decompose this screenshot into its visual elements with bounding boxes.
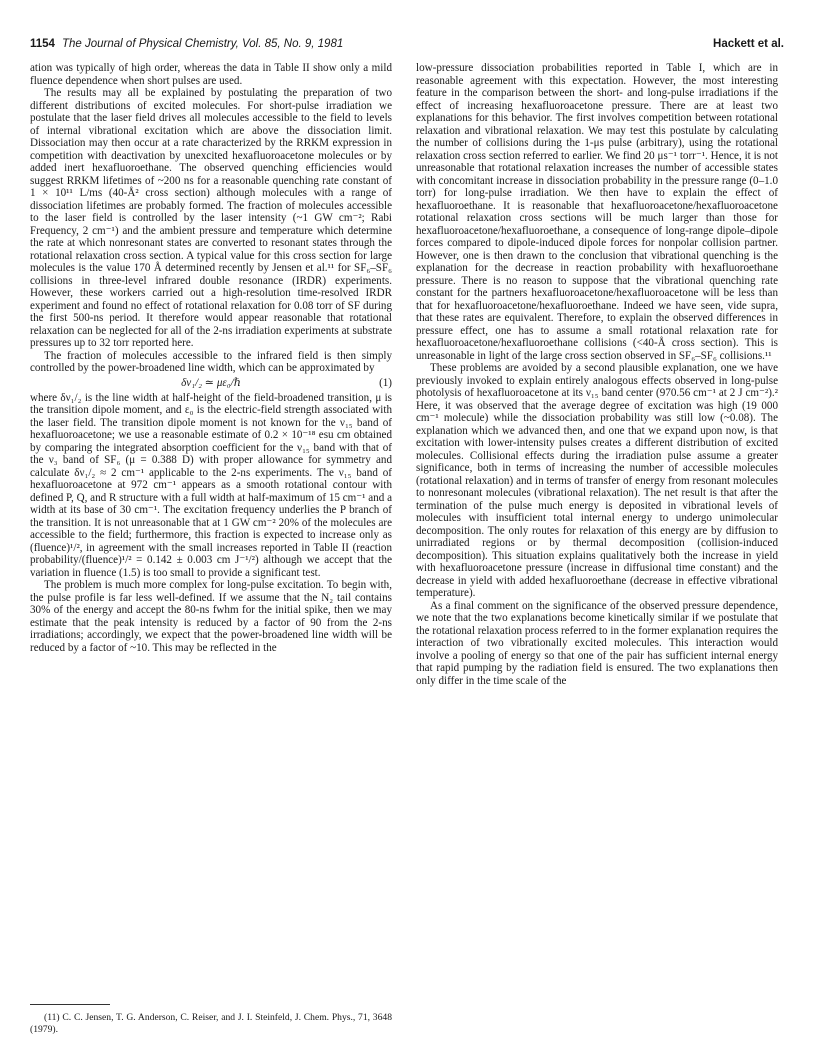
footnote	[30, 1012, 392, 1035]
paragraph: low-pressure dissociation probabilities reported in Table I, which are in reasonable agreement with this expectation. However, the most interesting feature in the comparison between the short- and long-pulse irradiations if the effect of increasing hexafluoroacetone pressure. There are at least two explanations for this behavior. The first involves competition between rotational relaxation and vibrational relaxation. We may test this postulate by calculating the number of collisions during the 1-μs pulse (arbitrary), using the rotational relaxation cross section referred to earlier. We find 20 μs⁻¹ torr⁻¹. Hence, it is not unreasonable that rotational relaxation increases the number of accessible states with concomitant increase in dissociation probability in the pressure range (0–1.0 torr) for long-pulse irradiation. We then have to explain the effect of hexafluoroethane. It is reasonable that hexafluoroacetone/hexafluoroacetone rotational relaxation cross sections will be much larger than those for hexafluoroacetone/hexafluoroethane, a consequence of long-range dipole–dipole forces compared to dipole-induced dipole forces for nonpolar collision partner. However, one is then drawn to the conclusion that vibrational quenching is the explanation for the decrease in reaction probability with hexafluoroethane pressure. There is no reason to suppose that the vibrational quenching rate constant for the partners hexafluoroacetone/hexafluoroacetone will be less than that for hexafluoroacetone/hexafluoroethane. Indeed we have seen, vide supra, that these rates are equivalent. Therefore, to explain the observed differences in pressure effect, one has to assume a small rotational relaxation rate for hexafluoroacetone/hexafluoroethane collisions (<40-Å cross section). This is unreasonable in light of the large cross section observed in SF₆–SF₆ collisions.¹¹	[416, 62, 778, 362]
paragraph: These problems are avoided by a second plausible explanation, one we have previously invoked to explain entirely analogous effects observed in long-pulse photolysis of hexafluoroacetone at its ν₁₅ band center (970.56 cm⁻¹ at 2 J cm⁻²).² Here, it was observed that the average degree of excitation was high (19 000 cm⁻¹ molecule) while the dissociation probability was still low (~0.08). The explanation which we advanced then, and one that we expand upon now, is that excitation with lower-intensity pulses creates a different distribution of excited molecules. Collisional effects during the irradiation pulse assume a greater significance, both in terms of increasing the number of accessible molecules (rotational relaxation) and in terms of transfer of energy from resonant molecules to nonresonant molecules (vibrational relaxation). The net result is that after the termination of the pulse much energy is deposited in vibrational levels of molecules with insufficient total internal energy to undergo unimolecular decomposition. The only routes for relaxation of this energy are by diffusion to unirradiated regions or by thermal decomposition (collision-induced decomposition). This situation explains qualitatively both the increase in yield with hexafluoroacetone pressure (increase in diffusional time constant) and the decrease in yield with added hexafluoroethane (decrease in effective vibrational temperature).	[416, 362, 778, 599]
footnote-divider	[30, 1004, 110, 1005]
paragraph: where δν₁/₂ is the line width at half-height of the field-broadened transition, μ is the transition dipole moment, and ε₀ is the electric-field strength associated with the laser field. The transition dipole moment is not known for the ν₁₅ band of hexafluoroacetone; we use a reasonable estimate of 0.2 × 10⁻¹⁸ esu cm obtained by comparing the integrated absorption coefficient for the ν₁₅ band with that of the ν₃ band of SF₆ (μ = 0.388 D) with proper allowance for symmetry and calculate δν₁/₂ ≈ 2 cm⁻¹ applicable to the 2-ns experiments. The ν₁₅ band of hexafluoroacetone at 972 cm⁻¹ appears as a smooth rotational contour with defined P, Q, and R structure with a full width at half-maximum of 15 cm⁻¹ and a width at its base of 30 cm⁻¹. The excitation frequency underlies the P branch of the transition. It is not unreasonable that at 1 GW cm⁻² 20% of the molecules are accessible to the field; furthermore, this fraction is expected to increase only as (fluence)¹/², in agreement with the small increases reported in Table II (reaction probability/(fluence)¹/² = 0.142 ± 0.003 cm J⁻¹/²) although we accept that the variation in fluence (1.5) is too small to provide a significant test.	[30, 391, 392, 579]
equation-number: (1)	[379, 376, 392, 389]
paragraph: The fraction of molecules accessible to the infrared field is then simply controlled by the power-broadened line width, which can be approximated by	[30, 349, 392, 374]
equation-text: δν₁/₂ ≃ με₀/ℏ	[181, 376, 241, 389]
running-author: Hackett et al.	[713, 38, 784, 50]
paragraph: The results may all be explained by postulating the preparation of two different distributions of excited molecules. For short-pulse irradiation we postulate that the laser field drives all molecules accessible to the field to levels of internal vibrational excitation which are above the dissociation limit. Dissociation may then occur at a rate characterized by the RRKM expression in competition with deactivation by unexcited hexafluoroacetone molecules or by added inert hexafluoroethane. The observed quenching efficiencies would suggest RRKM lifetimes of ~200 ns for a reasonable quenching rate constant of 1 × 10¹¹ L/ms (40-Å² cross section) although molecules with a range of dissociation lifetimes are probably formed. The fraction of molecules accessible to the laser field is controlled by the laser intensity (~1 GW cm⁻²; Rabi Frequency, 2 cm⁻¹) and the ambient pressure and temperature which determine the rate at which nonresonant states are converted to resonant states through the rotational relaxation cross section. A typical value for this cross section for large molecules is the value 170 Å determined recently by Jensen et al.¹¹ for SF₆–SF₆ collisions in three-level infrared double resonance (IRDR) experiments. However, these workers carried out a high-resolution time-resolved IRDR experiment and found no effect of rotational relaxation for 0.08 torr of SF during the first 500-ns period. It therefore would appear reasonable that rotational relaxation can be neglected for all of the 2-ns irradiation experiments at substrate pressures up to 32 torr reported here.	[30, 87, 392, 349]
paragraph: The problem is much more complex for long-pulse excitation. To begin with, the pulse profile is far less well-defined. If we assume that the N₂ tail contains 30% of the energy and accept the 80-ns fwhm for the initial spike, then we may estimate that the peak intensity is reduced by a factor of 90 from the 2-ns irradiations; accordingly, we expect that the power-broadened line width will be reduced by a factor of ~10. This may be reflected in the	[30, 579, 392, 654]
paragraph: As a final comment on the significance of the observed pressure dependence, we note that the two explanations become kinetically similar if we postulate that the rotational relaxation process referred to in the former explanation requires the interaction of two vibrationally excited molecules. This interaction would involve a pooling of energy so that one of the pair has sufficient internal energy that rapid pumping by the radiation field is ensured. The two explanations then only differ in the time scale of the	[416, 599, 778, 687]
equation-1	[30, 377, 392, 391]
left-column	[30, 62, 392, 654]
page-number: 1154	[30, 38, 55, 50]
paragraph: ation was typically of high order, whereas the data in Table II show only a mild fluence dependence when short pulses are used.	[30, 62, 392, 87]
right-column	[416, 62, 778, 687]
footnote-text: (11) C. C. Jensen, T. G. Anderson, C. Reiser, and J. I. Steinfeld, J. Chem. Phys., 71, 3648 (1979).	[30, 1012, 392, 1035]
running-header	[30, 38, 784, 54]
journal-citation: The Journal of Physical Chemistry, Vol. 85, No. 9, 1981	[62, 38, 344, 50]
